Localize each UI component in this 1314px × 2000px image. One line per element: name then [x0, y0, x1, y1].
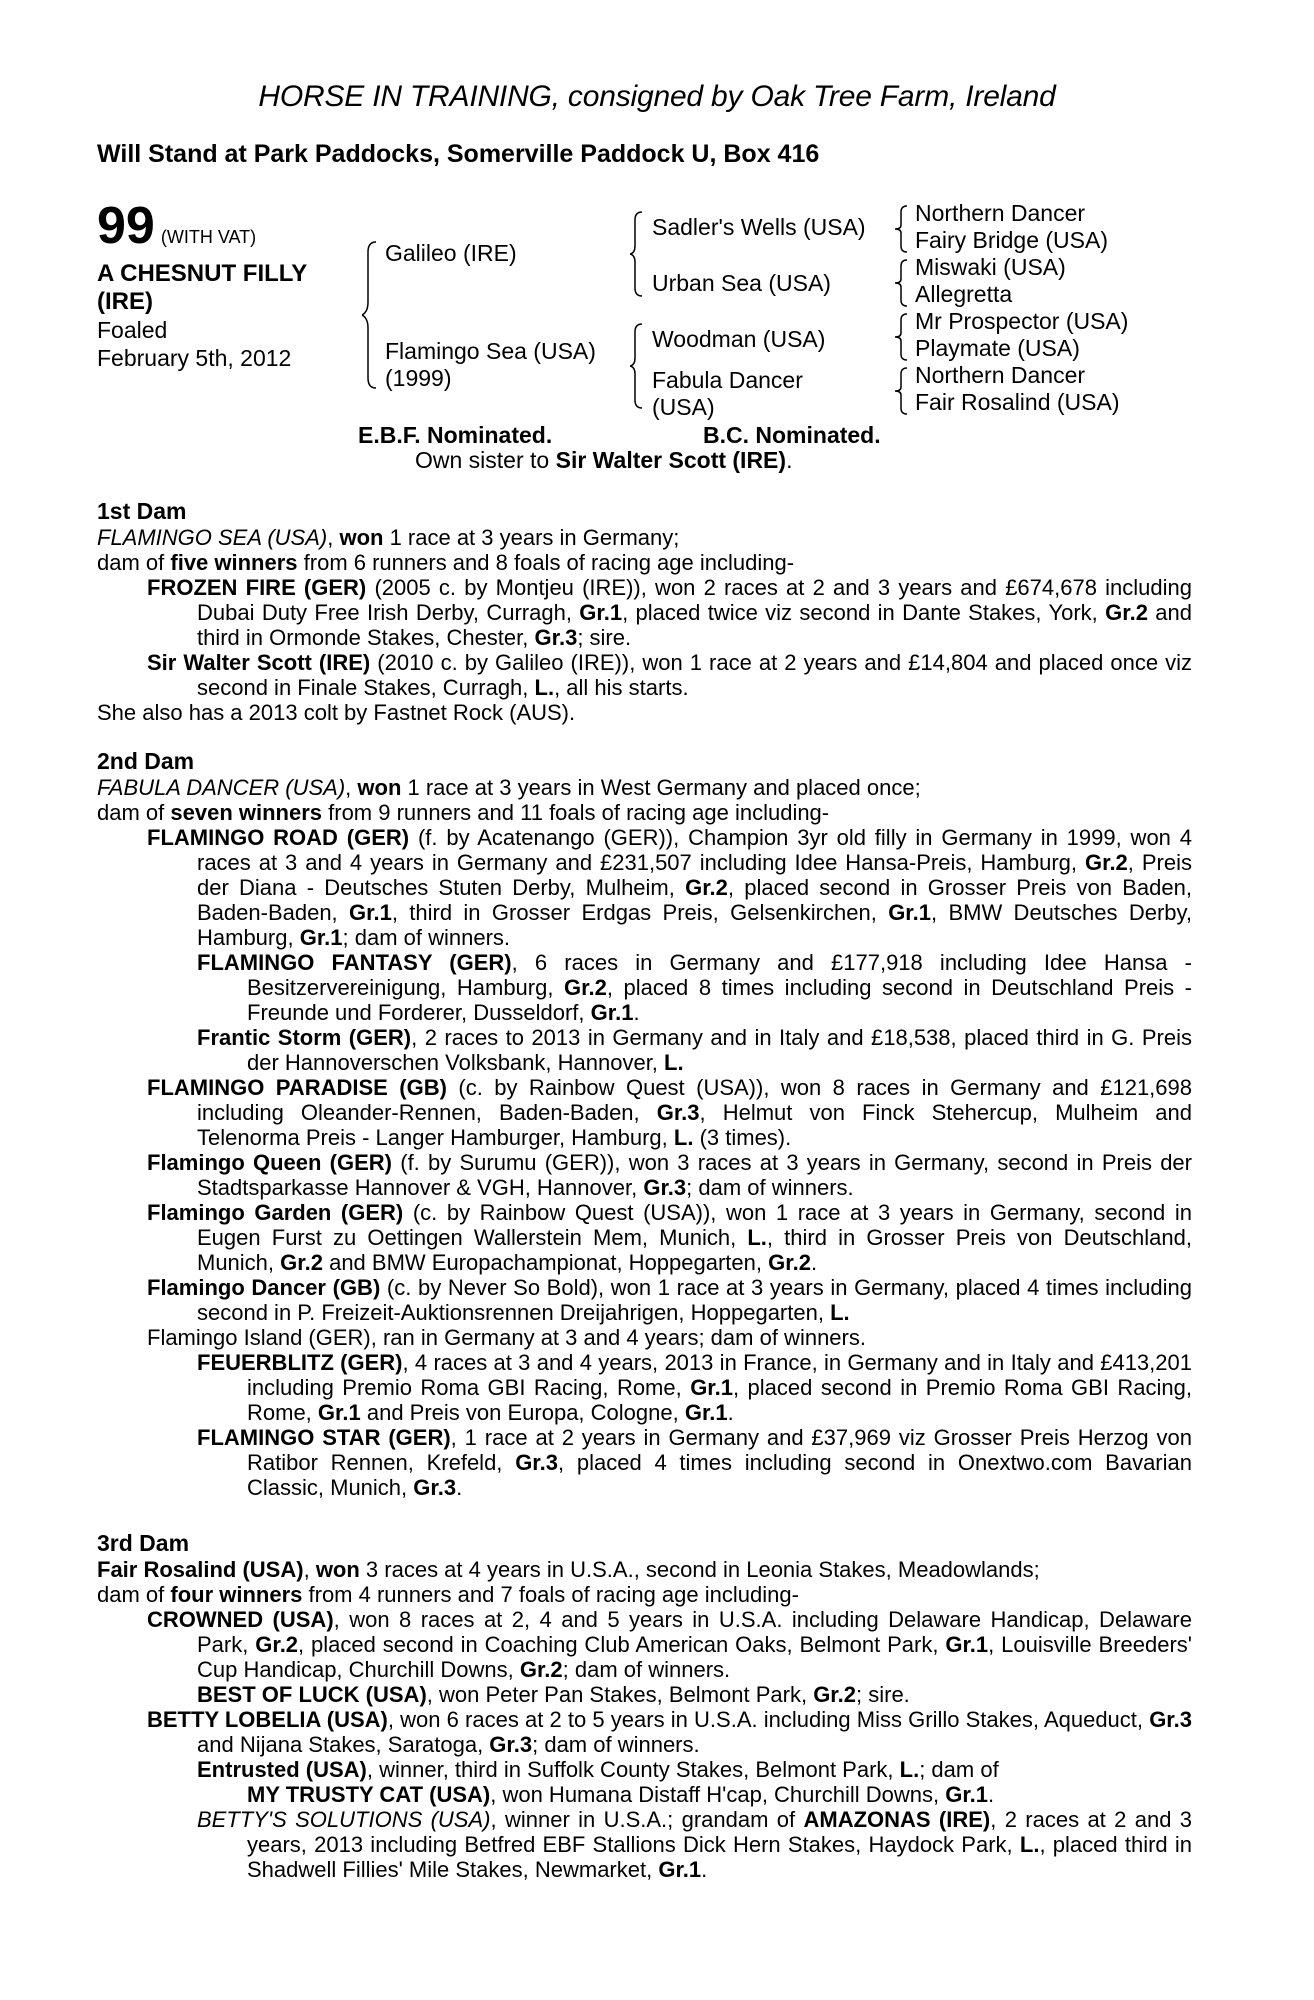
- gg-brace-2: [895, 258, 911, 308]
- stand-location: Will Stand at Park Paddocks, Somerville Paddock U, Box 416: [97, 140, 820, 168]
- produce-frantic-storm: Frantic Storm (GER), 2 races to 2013 in Germany and in Italy and £18,538, placed third in G. Preis der Hannoverschen Volksbank, Hannover, L.: [197, 1025, 1192, 1075]
- dam-year: (1999): [385, 365, 452, 391]
- sire-sire: Sadler's Wells (USA): [652, 214, 866, 240]
- great-grandsire-4: Northern Dancer: [915, 362, 1086, 388]
- sire-dam: Urban Sea (USA): [652, 270, 831, 296]
- first-dam-line: FLAMINGO SEA (USA), won 1 race at 3 years in Germany;: [97, 525, 680, 550]
- dam-sire: Woodman (USA): [652, 326, 826, 352]
- third-dam-section: [97, 1529, 1192, 1882]
- first-dam-section: [97, 497, 1192, 725]
- sire: Galileo (IRE): [385, 240, 517, 266]
- produce-flamingo-paradise: FLAMINGO PARADISE (GB) (c. by Rainbow Quest (USA)), won 8 races in Germany and £121,698 including Oleander-Rennen, Baden-Baden, Gr.3, Helmut von Finck Stehercup, Mulheim and Telenorma Preis - Langer Hamburger, Hamburg, L. (3 times).: [147, 1075, 1192, 1150]
- dam-parents-brace: [630, 322, 646, 410]
- foaled-label: Foaled: [97, 317, 168, 343]
- produce-my-trusty-cat: MY TRUSTY CAT (USA), won Humana Distaff H'cap, Churchill Downs, Gr.1.: [247, 1782, 995, 1807]
- own-sister-note: Own sister to Sir Walter Scott (IRE).: [415, 447, 793, 473]
- dam-dam: Fabula Dancer: [652, 367, 803, 393]
- produce-crowned: CROWNED (USA), won 8 races at 2, 4 and 5 years in U.S.A. including Delaware Handicap, Delaware Park, Gr.2, placed second in Coaching Club American Oaks, Belmont Park, Gr.1, Louisville Breeders' Cup Handicap, Churchill Downs, Gr.2; dam of winners.: [147, 1607, 1193, 1682]
- produce-betty-lobelia: BETTY LOBELIA (USA), won 6 races at 2 to 5 years in U.S.A. including Miss Grillo Stakes, Aqueduct, Gr.3 and Nijana Stakes, Saratoga, Gr.3; dam of winners.: [147, 1707, 1192, 1757]
- first-dam-also: She also has a 2013 colt by Fastnet Rock (AUS).: [97, 700, 576, 725]
- third-dam-produce: dam of four winners from 4 runners and 7 foals of racing age including-: [97, 1582, 799, 1607]
- third-dam-line: Fair Rosalind (USA), won 3 races at 4 years in U.S.A., second in Leonia Stakes, Meadowlands;: [97, 1557, 1040, 1582]
- produce-feuerblitz: FEUERBLITZ (GER), 4 races at 3 and 4 years, 2013 in France, in Germany and in Italy and £413,201 including Premio Roma GBI Racing, Rome, Gr.1, placed second in Premio Roma GBI Racing, Rome, Gr.1 and Preis von Europa, Cologne, Gr.1.: [197, 1350, 1193, 1425]
- foaled-date: February 5th, 2012: [97, 345, 292, 371]
- great-granddam-4: Fair Rosalind (USA): [915, 389, 1120, 415]
- dam-dam-country: (USA): [652, 394, 715, 420]
- produce-flamingo-island: Flamingo Island (GER), ran in Germany at 3 and 4 years; dam of winners.: [147, 1325, 866, 1350]
- produce-entrusted: Entrusted (USA), winner, third in Suffolk County Stakes, Belmont Park, L.; dam of: [197, 1757, 999, 1782]
- great-granddam-3: Playmate (USA): [915, 335, 1080, 361]
- lot-description-2: (IRE): [97, 288, 153, 315]
- produce-flamingo-queen: Flamingo Queen (GER) (f. by Surumu (GER)), won 3 races at 3 years in Germany, second in Preis der Stadtsparkasse Hannover & VGH, Hannover, Gr.3; dam of winners.: [147, 1150, 1192, 1200]
- sire-parents-brace: [630, 210, 646, 298]
- gg-brace-1: [895, 204, 911, 254]
- second-dam-line: FABULA DANCER (USA), won 1 race at 3 years in West Germany and placed once;: [97, 775, 921, 800]
- second-dam-produce: dam of seven winners from 9 runners and 11 foals of racing age including-: [97, 800, 830, 825]
- produce-flamingo-star: FLAMINGO STAR (GER), 1 race at 2 years in Germany and £37,969 viz Grosser Preis Herzog von Ratibor Rennen, Krefeld, Gr.3, placed 4 times including second in Onextwo.com Bavarian Classic, Munich, Gr.3.: [197, 1425, 1193, 1500]
- produce-flamingo-fantasy: FLAMINGO FANTASY (GER), 6 races in Germany and £177,918 including Idee Hansa - Besitzervereinigung, Hamburg, Gr.2, placed 8 times including second in Deutschland Preis - Freunde und Forderer, Dusseldorf, Gr.1.: [197, 950, 1192, 1025]
- consignor-heading: HORSE IN TRAINING, consigned by Oak Tree Farm, Ireland: [258, 80, 1056, 113]
- first-dam-produce: dam of five winners from 6 runners and 8 foals of racing age including-: [97, 550, 795, 575]
- great-grandsire-3: Mr Prospector (USA): [915, 308, 1129, 334]
- great-granddam-2: Allegretta: [915, 281, 1013, 307]
- ebf-nominated: E.B.F. Nominated.: [358, 422, 553, 448]
- lot-description-1: A CHESNUT FILLY: [97, 260, 308, 287]
- produce-bettys-solutions: BETTY'S SOLUTIONS (USA), winner in U.S.A.; grandam of AMAZONAS (IRE), 2 races at 2 and 3 years, 2013 including Betfred EBF Stallions Dick Hern Stakes, Haydock Park, L., placed third in Shadwell Fillies' Mile Stakes, Newmarket, Gr.1.: [197, 1807, 1193, 1882]
- produce-flamingo-garden: Flamingo Garden (GER) (c. by Rainbow Quest (USA)), won 1 race at 3 years in Germany, second in Eugen Furst zu Oettingen Wallerstein Mem, Munich, L., third in Grosser Preis von Deutschland, Munich, Gr.2 and BMW Europachampionat, Hoppegarten, Gr.2.: [147, 1200, 1192, 1275]
- great-grandsire-2: Miswaki (USA): [915, 254, 1066, 280]
- produce-flamingo-dancer: Flamingo Dancer (GB) (c. by Never So Bold), won 1 race at 3 years in Germany, placed 4 times including second in P. Freizeit-Auktionsrennen Dreijahrigen, Hoppegarten, L.: [147, 1275, 1192, 1325]
- second-dam-heading: 2nd Dam: [97, 748, 195, 774]
- second-dam-section: [97, 747, 1192, 1500]
- produce-best-of-luck: BEST OF LUCK (USA), won Peter Pan Stakes, Belmont Park, Gr.2; sire.: [197, 1682, 910, 1707]
- third-dam-heading: 3rd Dam: [97, 1530, 190, 1556]
- produce-frozen-fire: FROZEN FIRE (GER) (2005 c. by Montjeu (IRE)), won 2 races at 2 and 3 years and £674,678 including Dubai Duty Free Irish Derby, Curragh, Gr.1, placed twice viz second in Dante Stakes, York, Gr.2 and third in Ormonde Stakes, Chester, Gr.3; sire.: [147, 575, 1192, 650]
- gg-brace-3: [895, 312, 911, 362]
- vat-note: (WITH VAT): [160, 227, 257, 247]
- great-granddam-1: Fairy Bridge (USA): [915, 227, 1108, 253]
- lot-block: [97, 197, 308, 372]
- bc-nominated: B.C. Nominated.: [703, 422, 881, 448]
- produce-flamingo-road: FLAMINGO ROAD (GER) (f. by Acatenango (GER)), Champion 3yr old filly in Germany in 1999, won 4 races at 3 and 4 years in Germany and £231,507 including Idee Hansa-Preis, Hamburg, Gr.2, Preis der Diana - Deutsches Stuten Derby, Mulheim, Gr.2, placed second in Grosser Preis von Baden, Baden-Baden, Gr.1, third in Grosser Erdgas Preis, Gelsenkirchen, Gr.1, BMW Deutsches Derby, Hamburg, Gr.1; dam of winners.: [147, 825, 1193, 950]
- first-dam-heading: 1st Dam: [97, 498, 187, 524]
- produce-sir-walter-scott: Sir Walter Scott (IRE) (2010 c. by Galileo (IRE)), won 1 race at 2 years and £14,804 and placed once viz second in Finale Stakes, Curragh, L., all his starts.: [147, 650, 1192, 700]
- sire-dam-brace: [362, 240, 382, 390]
- dam: Flamingo Sea (USA): [385, 338, 596, 364]
- gg-brace-4: [895, 366, 911, 416]
- lot-number: 99: [97, 197, 155, 255]
- great-grandsire-1: Northern Dancer: [915, 200, 1086, 226]
